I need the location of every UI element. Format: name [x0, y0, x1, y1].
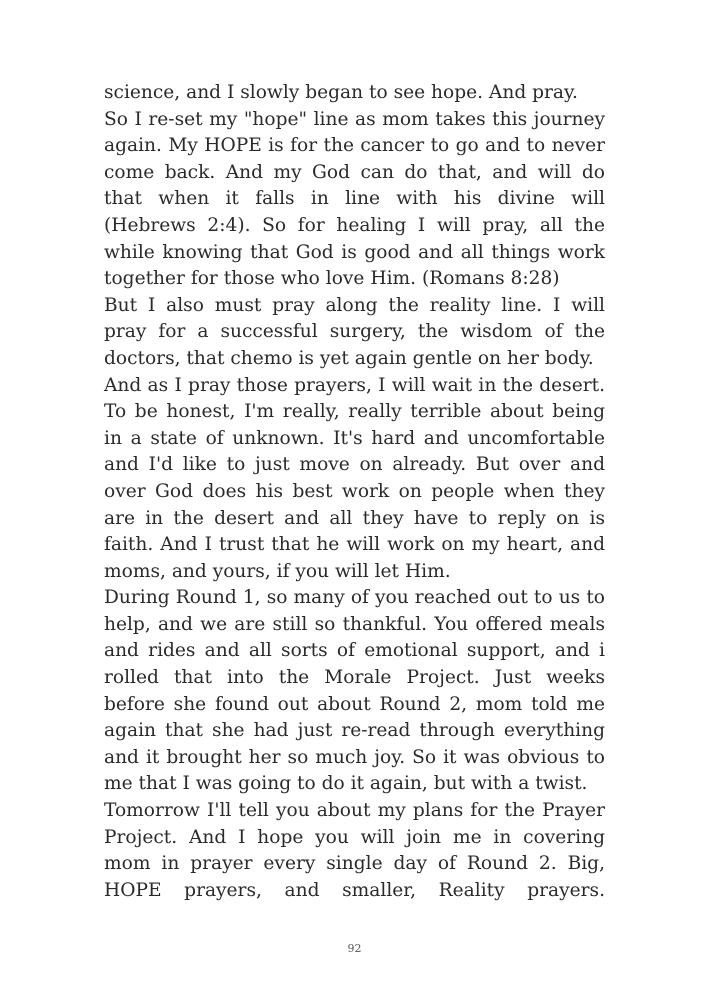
- text-line: help, and we are still so thankful. You offered meals: [104, 613, 605, 635]
- text-line: and it brought her so much joy. So it was obvious to: [104, 746, 605, 768]
- text-line: and I'd like to just move on already. But over and: [104, 454, 605, 476]
- text-line: faith. And I trust that he will work on my heart, and: [104, 534, 605, 556]
- text-line: again that she had just re-read through everything: [104, 720, 605, 742]
- text-line: (Hebrews 2:4). So for healing I will pray, all the: [104, 214, 605, 236]
- text-line: together for those who love Him. (Romans 8:28): [104, 268, 560, 290]
- text-line: are in the desert and all they have to reply on is: [104, 507, 605, 529]
- body-text: [104, 80, 605, 904]
- text-line: before she found out about Round 2, mom told me: [104, 693, 605, 715]
- text-line: Tomorrow I'll tell you about my plans for the Prayer: [104, 800, 605, 822]
- text-line: moms, and yours, if you will let Him.: [104, 560, 451, 582]
- text-line: Project. And I hope you will join me in covering: [104, 826, 605, 848]
- text-line: But I also must pray along the reality line. I will: [104, 294, 605, 316]
- text-line: in a state of unknown. It's hard and uncomfortable: [104, 427, 605, 449]
- text-line: while knowing that God is good and all things work: [104, 241, 605, 263]
- text-line: over God does his best work on people when they: [104, 480, 605, 502]
- text-line: and rides and all sorts of emotional support, and i: [104, 640, 605, 662]
- text-line: pray for a successful surgery, the wisdom of the: [104, 321, 605, 343]
- text-line: HOPE prayers, and smaller, Reality prayers.: [104, 879, 605, 901]
- text-line: To be honest, I'm really, really terrible about being: [104, 401, 605, 423]
- text-line: me that I was going to do it again, but with a twist.: [104, 773, 588, 795]
- text-line: science, and I slowly began to see hope. And pray.: [104, 82, 578, 103]
- text-line: During Round 1, so many of you reached out to us to: [104, 587, 605, 609]
- text-line: doctors, that chemo is yet again gentle on her body.: [104, 347, 594, 369]
- text-line: rolled that into the Morale Project. Just weeks: [104, 667, 605, 689]
- page-number: 92: [347, 942, 362, 955]
- text-line: So I re-set my "hope" line as mom takes this journey: [104, 108, 605, 130]
- text-line: And as I pray those prayers, I will wait in the desert.: [104, 374, 605, 396]
- text-line: that when it falls in line with his divine will: [104, 188, 605, 210]
- text-line: come back. And my God can do that, and will do: [104, 161, 605, 183]
- text-line: again. My HOPE is for the cancer to go and to never: [104, 135, 605, 157]
- text-line: mom in prayer every single day of Round 2. Big,: [104, 853, 605, 875]
